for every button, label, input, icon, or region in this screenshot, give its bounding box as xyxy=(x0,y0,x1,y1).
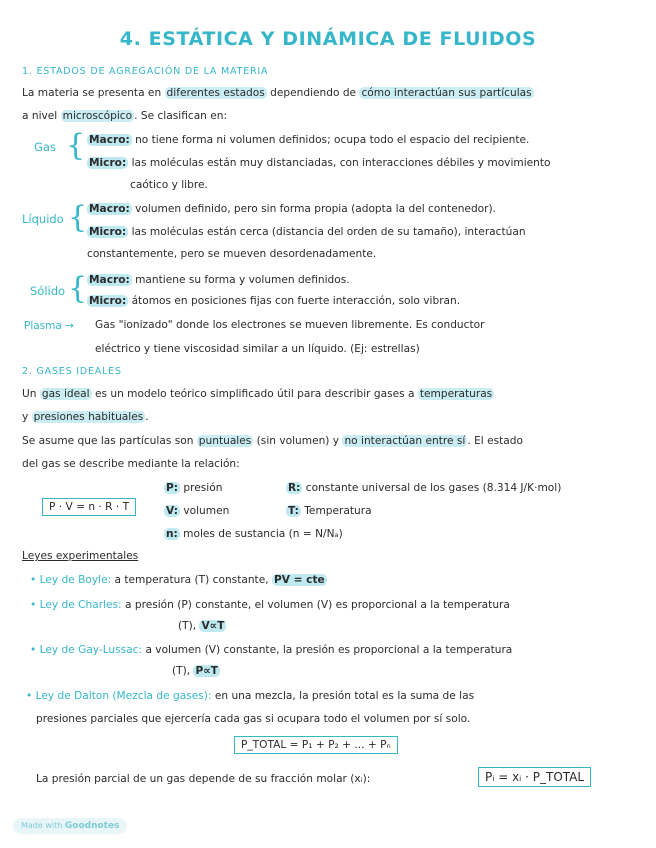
gas-macro: Macro: no tiene forma ni volumen definidos; ocupa todo el espacio del recipiente. xyxy=(89,134,530,146)
section-2-heading: 2. GASES IDEALES xyxy=(22,366,122,377)
var-t: T: Temperatura xyxy=(288,505,372,517)
brace-icon: { xyxy=(68,271,88,306)
var-r: R: constante universal de los gases (8.314 J/K·mol) xyxy=(288,482,562,494)
var-n: n: moles de sustancia (n = N/Nₐ) xyxy=(166,528,343,540)
liquido-macro: Macro: volumen definido, pero sin forma propia (adopta la del contenedor). xyxy=(89,203,497,215)
gas-micro-cont: caótico y libre. xyxy=(130,179,208,191)
plasma-text-cont: eléctrico y tiene viscosidad similar a un líquido. (Ej: estrellas) xyxy=(95,343,420,355)
highlight: diferentes estados xyxy=(166,87,265,99)
law-gay-lussac-cont: (T), P∝T xyxy=(172,665,219,677)
law-gay-lussac: • Ley de Gay-Lussac: a volumen (V) constante, la presión es proporcional a la temperatura xyxy=(30,644,513,656)
liquido-micro-cont: constantemente, pero se mueven desordenadamente. xyxy=(87,248,377,260)
solido-macro: Macro: mantiene su forma y volumen definidos. xyxy=(89,274,350,286)
law-charles-cont: (T), V∝T xyxy=(178,620,225,632)
solido-micro: Micro: átomos en posiciones fijas con fuerte interacción, solo vibran. xyxy=(89,295,461,307)
page-title: 4. ESTÁTICA Y DINÁMICA DE FLUIDOS xyxy=(119,28,537,50)
law-charles: • Ley de Charles: a presión (P) constante, el volumen (V) es proporcional a la temperatura xyxy=(30,599,510,611)
liquido-micro: Micro: las moléculas están cerca (distancia del orden de su tamaño), interactúan xyxy=(89,226,526,238)
section-1-heading: 1. ESTADOS DE AGREGACIÓN DE LA MATERIA xyxy=(22,66,269,77)
gas-ideal-line-2: y presiones habituales . xyxy=(22,411,149,423)
law-dalton: • Ley de Dalton (Mezcla de gases): en una mezcla, la presión total es la suma de las xyxy=(26,690,475,702)
intro-line-2: a nivel microscópico . Se clasifican en: xyxy=(22,110,228,122)
gas-ideal-line-3: Se asume que las partículas son puntuales (sin volumen) y no interactúan entre sí . El estado xyxy=(22,435,523,447)
brace-icon: { xyxy=(66,128,86,163)
plasma-label: Plasma → xyxy=(24,320,74,332)
highlight: cómo interactúan sus partículas xyxy=(361,87,532,99)
highlight: microscópico xyxy=(62,110,133,122)
solido-label: Sólido xyxy=(30,284,66,298)
partial-pressure-text: La presión parcial de un gas depende de su fracción molar (xᵢ): xyxy=(36,773,371,785)
laws-heading: Leyes experimentales xyxy=(22,550,139,562)
law-boyle: • Ley de Boyle: a temperatura (T) constante, PV = cte xyxy=(30,574,325,586)
gas-micro: Micro: las moléculas están muy distanciadas, con interacciones débiles y movimiento xyxy=(89,157,551,169)
dalton-equation: P_TOTAL = P₁ + P₂ + ... + Pₙ xyxy=(234,736,398,754)
brace-icon: { xyxy=(68,200,88,235)
goodnotes-badge[interactable]: Made with Goodnotes xyxy=(13,818,127,834)
liquido-label: Líquido xyxy=(22,212,64,226)
plasma-text: Gas "ionizado" donde los electrones se mueven libremente. Es conductor xyxy=(95,319,485,331)
partial-pressure-equation: Pᵢ = xᵢ · P_TOTAL xyxy=(478,767,591,787)
gas-ideal-line-1: Un gas ideal es un modelo teórico simplificado útil para describir gases a temperaturas xyxy=(22,388,493,400)
gas-label: Gas xyxy=(34,140,56,154)
var-p: P: presión xyxy=(166,482,223,494)
ideal-gas-equation: P · V = n · R · T xyxy=(42,498,136,516)
intro-line-1: La materia se presenta en diferentes estados dependiendo de cómo interactúan sus partículas xyxy=(22,87,532,99)
gas-ideal-line-4: del gas se describe mediante la relación: xyxy=(22,458,240,470)
var-v: V: volumen xyxy=(166,505,230,517)
law-dalton-cont: presiones parciales que ejercería cada gas si ocupara todo el volumen por sí solo. xyxy=(36,713,471,725)
